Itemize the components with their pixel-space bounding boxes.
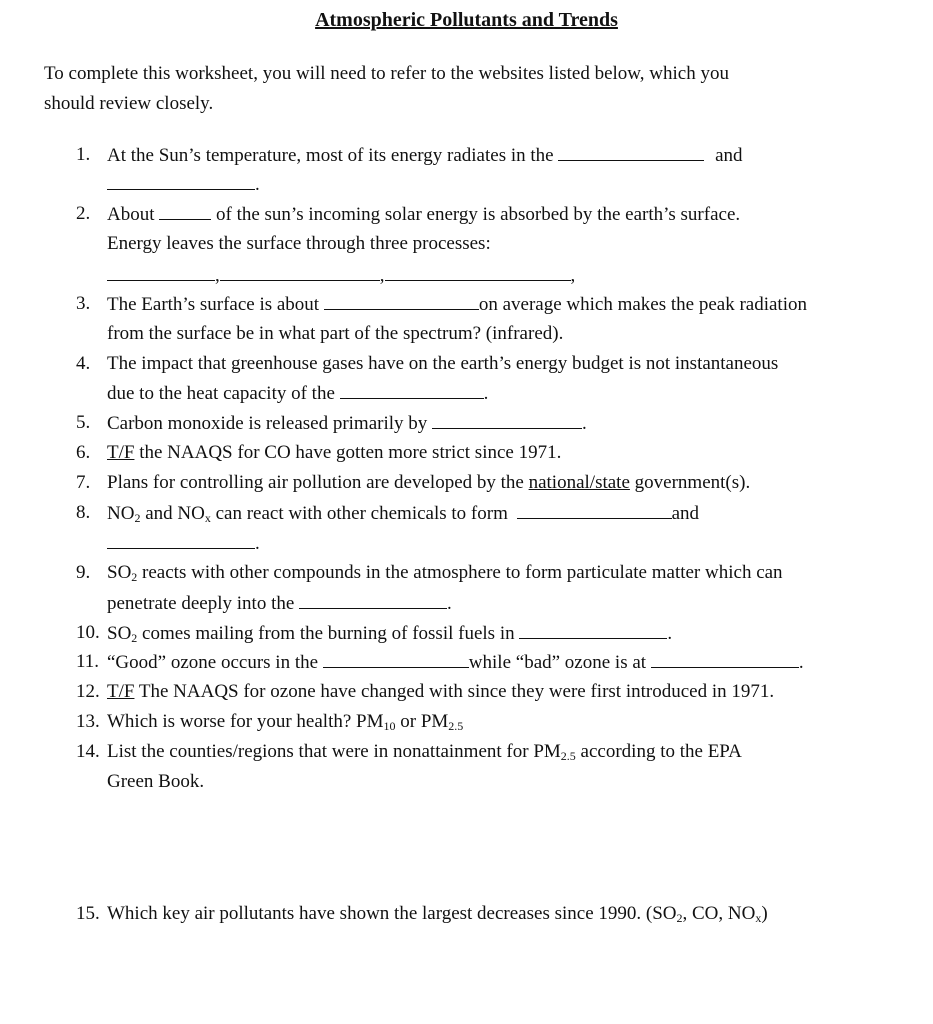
question-1: At the Sun’s temperature, most of its energy radiates in the and [107,145,743,166]
question-number: 9. [76,562,91,583]
answer-blank[interactable] [323,650,469,668]
question-number: 13. [76,711,100,732]
answer-blank[interactable] [107,172,255,190]
question-number: 10. [76,622,100,643]
answer-blank[interactable] [324,292,479,310]
intro-line-2: should review closely. [44,93,214,114]
question-13: Which is worse for your health? $PM_{10}$ or $PM_{2.5}$ [107,711,464,733]
answer-blank[interactable] [340,381,484,399]
question-number: 11. [76,651,100,672]
question-4: The impact that greenhouse gases have on the earth’s energy budget is not instantaneous [107,353,779,374]
question-number: 8. [76,502,91,523]
question-4-line-2: due to the heat capacity of the . [107,383,489,404]
question-number: 14. [76,741,100,762]
question-8: $NO_2$ and $NO_x$ can react with other chemicals to form and [107,503,700,525]
question-10: $SO_2$ comes mailing from the burning of fossil fuels in . [107,623,673,645]
answer-blank[interactable] [385,263,571,281]
answer-blank[interactable] [517,501,672,519]
choice-marker[interactable]: national/state [528,472,630,493]
question-7: Plans for controlling air pollution are developed by the national/state government(s). [107,472,751,493]
question-number: 4. [76,353,91,374]
question-number: 15. [76,903,100,924]
question-2: About of the sun’s incoming solar energy is absorbed by the earth’s surface. [107,204,741,225]
true-false-marker[interactable]: T/F [107,681,135,702]
page-title: Atmospheric Pollutants and Trends [315,9,618,31]
question-14: List the counties/regions that were in nonattainment for $PM_{2.5}$ according to the EPA [107,741,742,763]
question-2-line-2: Energy leaves the surface through three processes: [107,233,491,254]
question-15: Which key air pollutants have shown the largest decreases since 1990. ($SO_2$, CO, $NO_x$) [107,903,768,925]
answer-blank[interactable] [519,621,667,639]
question-number: 7. [76,472,91,493]
question-11: “Good” ozone occurs in the while “bad” ozone is at . [107,652,804,673]
answer-blank[interactable] [558,143,704,161]
question-number: 2. [76,203,91,224]
question-3-line-2: from the surface be in what part of the spectrum? (infrared). [107,323,564,344]
question-2-line-3: , , , [107,263,575,288]
question-14-line-2: Green Book. [107,771,205,792]
question-number: 1. [76,144,91,165]
question-9: $SO_2$ reacts with other compounds in the atmosphere to form particulate matter which can [107,562,783,584]
question-1-cont: . [107,172,260,197]
question-5: Carbon monoxide is released primarily by . [107,413,587,434]
question-number: 3. [76,293,91,314]
answer-blank[interactable] [299,591,447,609]
answer-blank[interactable] [220,263,380,281]
answer-blank[interactable] [107,263,215,281]
intro-line-1: To complete this worksheet, you will need to refer to the websites listed below, which you [44,63,729,84]
answer-blank[interactable] [159,202,211,220]
question-number: 6. [76,442,91,463]
answer-blank[interactable] [651,650,799,668]
question-3: The Earth’s surface is about on average which makes the peak radiation [107,294,807,315]
answer-blank[interactable] [432,411,582,429]
question-6: T/F the NAAQS for CO have gotten more strict since 1971. [107,442,562,463]
question-number: 12. [76,681,100,702]
answer-blank[interactable] [107,531,255,549]
question-9-line-2: penetrate deeply into the . [107,593,452,614]
question-8-cont: . [107,531,260,556]
question-12: T/F The NAAQS for ozone have changed with since they were first introduced in 1971. [107,681,775,702]
question-number: 5. [76,412,91,433]
true-false-marker[interactable]: T/F [107,442,135,463]
